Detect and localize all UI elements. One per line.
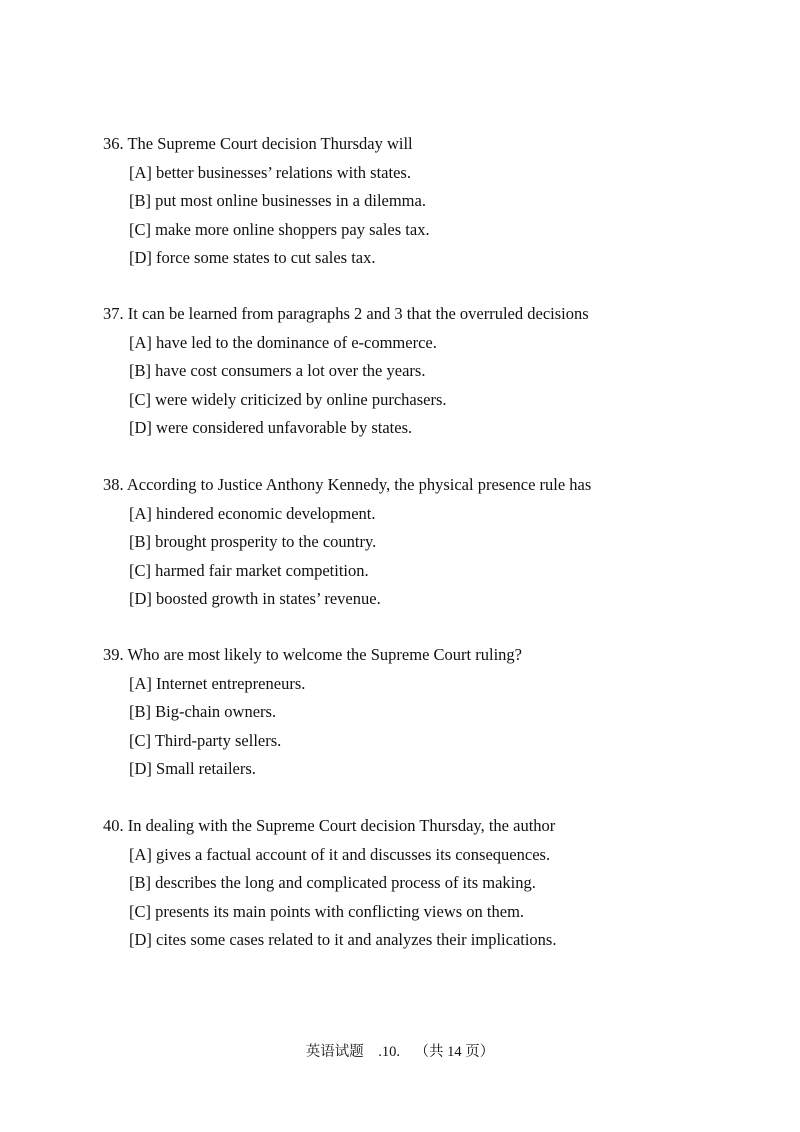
question-39 <box>103 641 763 784</box>
option-a: [A] Internet entrepreneurs. <box>129 673 306 693</box>
option-d: [D] were considered unfavorable by states. <box>129 418 413 437</box>
question-stem: 39. Who are most likely to welcome the Supreme Court ruling? <box>103 645 522 664</box>
option-d: [D] force some states to cut sales tax. <box>129 248 376 267</box>
option-b: [B] describes the long and complicated process of its making. <box>129 873 536 892</box>
option-a: [A] hindered economic development. <box>129 503 376 523</box>
option-d: [D] cites some cases related to it and analyzes their implications. <box>129 930 557 949</box>
option-c: [C] were widely criticized by online purchasers. <box>129 389 447 409</box>
option-a: [A] have led to the dominance of e-commerce. <box>129 332 437 352</box>
option-b: [B] put most online businesses in a dilemma. <box>129 191 426 210</box>
question-36 <box>103 130 763 273</box>
question-40 <box>103 812 763 955</box>
option-c: [C] presents its main points with conflicting views on them. <box>129 901 525 921</box>
question-38 <box>103 471 763 614</box>
option-b: [B] Big-chain owners. <box>129 702 277 721</box>
question-stem: 38. According to Justice Anthony Kennedy, the physical presence rule has <box>103 475 592 494</box>
option-b: [B] have cost consumers a lot over the years. <box>129 361 426 380</box>
question-stem: 40. In dealing with the Supreme Court decision Thursday, the author <box>103 816 556 835</box>
option-c: [C] harmed fair market competition. <box>129 560 369 580</box>
option-b: [B] brought prosperity to the country. <box>129 532 377 551</box>
page-footer: 英语试题 .10. （共 14 页） <box>305 1044 495 1060</box>
option-c: [C] make more online shoppers pay sales tax. <box>129 219 430 239</box>
option-c: [C] Third-party sellers. <box>129 730 282 750</box>
question-stem: 36. The Supreme Court decision Thursday will <box>103 134 413 153</box>
option-a: [A] gives a factual account of it and discusses its consequences. <box>129 844 551 864</box>
question-stem: 37. It can be learned from paragraphs 2 and 3 that the overruled decisions <box>103 304 589 323</box>
question-37 <box>103 300 763 443</box>
option-d: [D] boosted growth in states’ revenue. <box>129 589 381 608</box>
option-d: [D] Small retailers. <box>129 759 256 778</box>
option-a: [A] better businesses’ relations with states. <box>129 162 411 182</box>
